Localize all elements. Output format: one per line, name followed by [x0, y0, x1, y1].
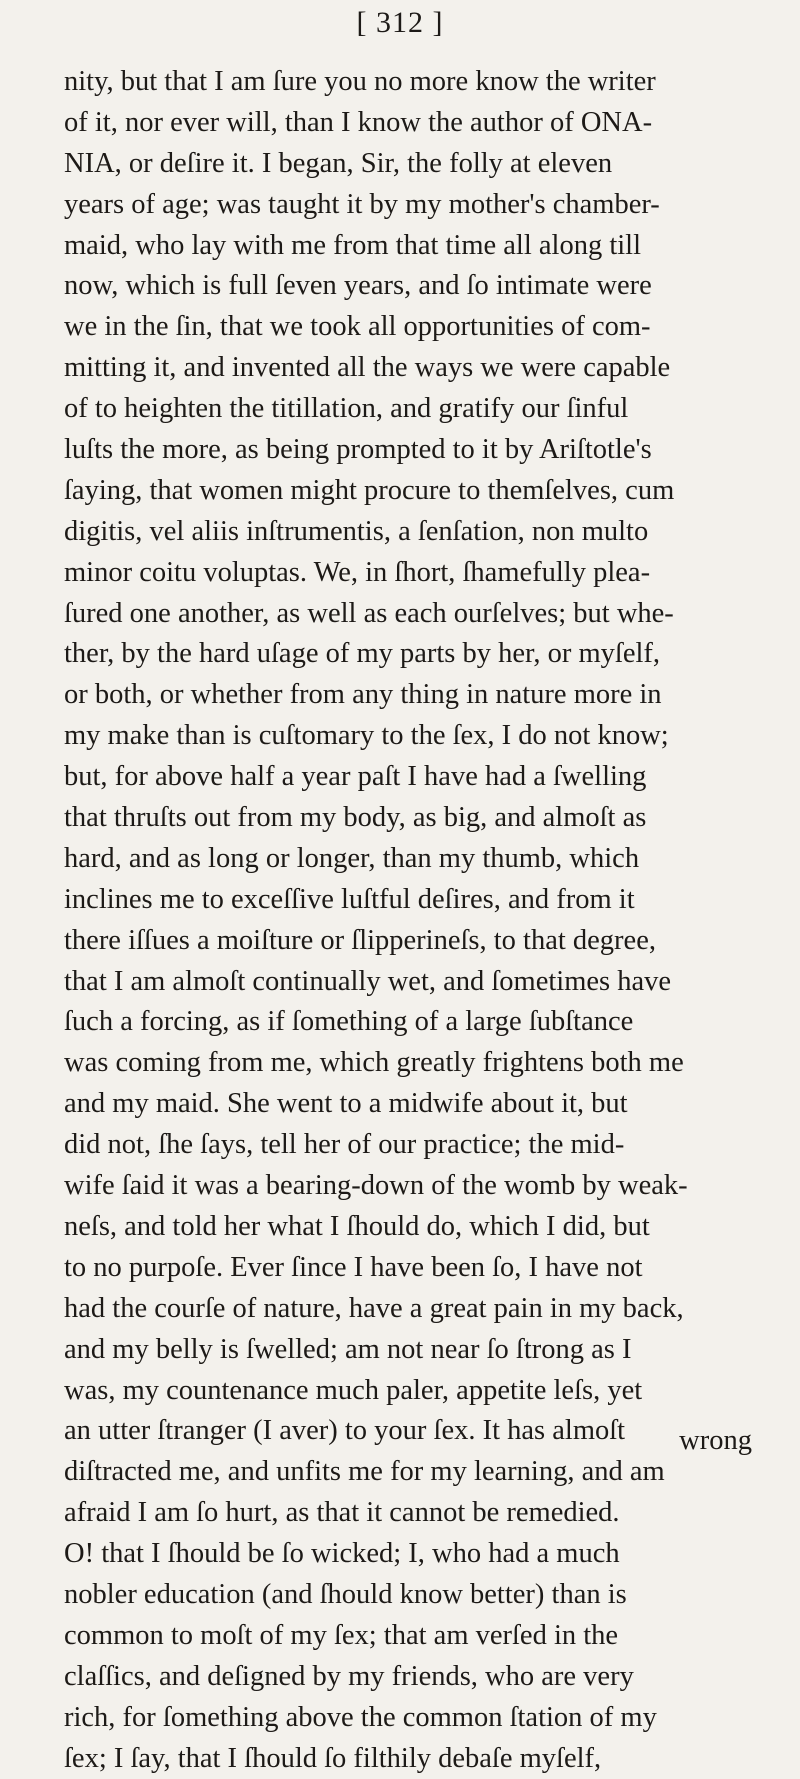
text-line: luſts the more, as being prompted to it by Ariſtotle's	[64, 434, 652, 466]
text-line: now, which is full ſeven years, and ſo intimate were	[64, 270, 652, 302]
text-line: to no purpoſe. Ever ſince I have been ſo, I have not	[64, 1251, 643, 1283]
text-line: that I am almoſt continually wet, and ſometimes have	[64, 965, 672, 997]
text-line: did not, ſhe ſays, tell her of our practice; the mid-	[64, 1129, 625, 1161]
text-line: afraid I am ſo hurt, as that it cannot be remedied.	[64, 1497, 620, 1529]
text-line: maid, who lay with me from that time all along till	[64, 229, 642, 261]
text-line: ſuch a forcing, as if ſomething of a large ſubſtance	[64, 1006, 634, 1038]
text-line: but, for above half a year paſt I have had a ſwelling	[64, 761, 647, 793]
text-line: my make than is cuſtomary to the ſex, I do not know;	[64, 720, 669, 752]
text-line: ſured one another, as well as each ourſelves; but whe-	[64, 597, 674, 629]
text-line: hard, and as long or longer, than my thumb, which	[64, 842, 640, 874]
text-line: and my maid. She went to a midwife about it, but	[64, 1088, 628, 1120]
text-line: wife ſaid it was a bearing-down of the womb by weak-	[64, 1170, 688, 1202]
text-line: inclines me to exceſſive luſtful deſires, and from it	[64, 883, 635, 915]
text-line: NIA, or deſire it. I began, Sir, the folly at eleven	[64, 147, 613, 179]
text-line: was, my countenance much paler, appetite leſs, yet	[64, 1374, 643, 1406]
text-line: digitis, vel aliis inſtrumentis, a ſenſation, non multo	[64, 515, 649, 547]
body-text	[64, 62, 768, 1779]
text-line: minor coitu voluptas. We, in ſhort, ſhamefully plea-	[64, 556, 651, 588]
text-line: there iſſues a moiſture or ſlipperineſs, to that degree,	[64, 924, 656, 956]
text-line: was coming from me, which greatly frightens both me	[64, 1047, 684, 1079]
text-line: mitting it, and invented all the ways we were capable	[64, 352, 671, 384]
text-line: nity, but that I am ſure you no more know the writer	[64, 66, 656, 97]
text-line: that thruſts out from my body, as big, and almoſt as	[64, 802, 647, 834]
text-line: O! that I ſhould be ſo wicked; I, who had a much	[64, 1538, 620, 1570]
text-line: we in the ſin, that we took all opportunities of com-	[64, 311, 651, 343]
text-line: had the courſe of nature, have a great pain in my back,	[64, 1292, 684, 1324]
text-line: ther, by the hard uſage of my parts by her, or myſelf,	[64, 638, 661, 670]
catchword: wrong	[679, 1425, 752, 1456]
text-line: rich, for ſomething above the common ſtation of my	[64, 1701, 657, 1733]
page-number: [ 312 ]	[356, 6, 444, 39]
text-line: diſtracted me, and unfits me for my learning, and am	[64, 1456, 665, 1488]
text-line: claſſics, and deſigned by my friends, who are very	[64, 1660, 634, 1692]
text-line: of to heighten the titillation, and gratify our ſinful	[64, 393, 629, 425]
text-line: ſex; I ſay, that I ſhould ſo filthily debaſe myſelf,	[64, 1742, 602, 1774]
text-line: of it, nor ever will, than I know the author of ONA-	[64, 106, 653, 138]
text-line: ſaying, that women might procure to themſelves, cum	[64, 474, 675, 506]
text-line: neſs, and told her what I ſhould do, which I did, but	[64, 1210, 650, 1242]
text-line: common to moſt of my ſex; that am verſed in the	[64, 1619, 619, 1651]
text-line: years of age; was taught it by my mother's chamber-	[64, 188, 660, 220]
text-line: an utter ſtranger (I aver) to your ſex. It has almoſt	[64, 1415, 626, 1447]
text-line: and my belly is ſwelled; am not near ſo ſtrong as I	[64, 1333, 632, 1365]
text-line: nobler education (and ſhould know better) than is	[64, 1578, 627, 1610]
text-line: or both, or whether from any thing in nature more in	[64, 679, 662, 711]
